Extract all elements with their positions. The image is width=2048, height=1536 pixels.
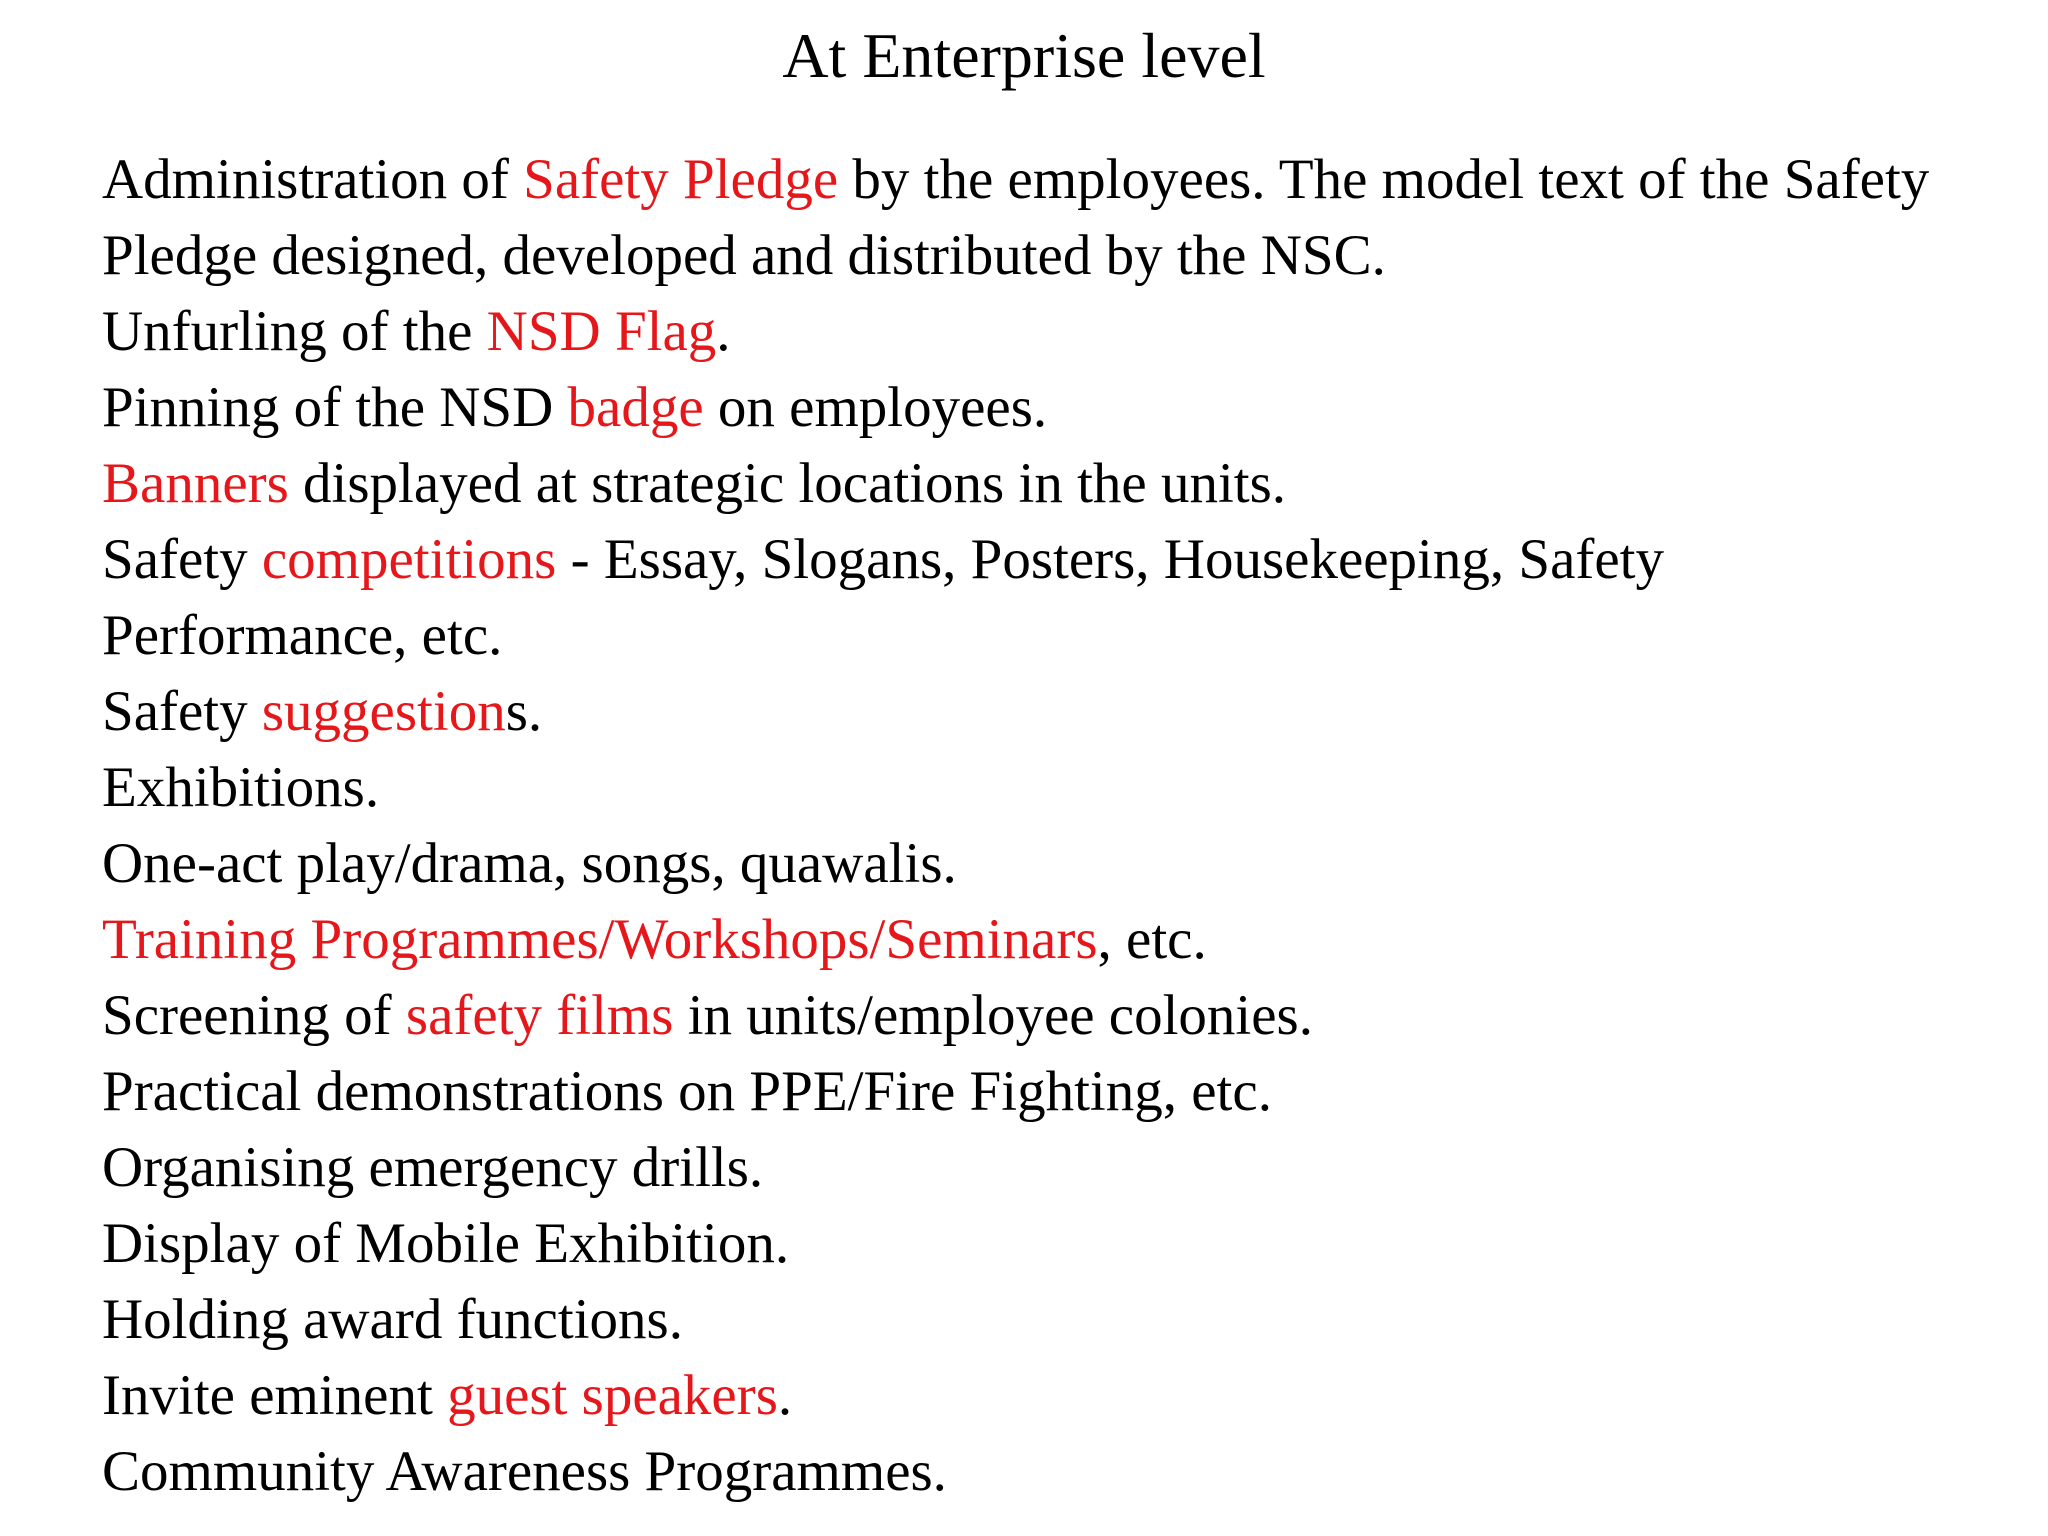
item-highlight: Training Programmes/Workshops/Seminars [102,908,1098,971]
list-item [102,1206,1982,1282]
item-highlight: safety films [405,984,674,1047]
item-text: by the employees. The model text of the Safety Pledge designed, developed and distributed by the NSC. [102,148,1930,287]
item-highlight: Safety Pledge [523,148,839,211]
item-text: Community Awareness Programmes. [102,1440,947,1503]
list-item [102,370,1982,446]
item-text: Pinning of the NSD [102,376,568,439]
item-highlight: badge [567,376,704,439]
item-highlight: NSD Flag [486,300,717,363]
item-text: displayed at strategic locations in the units. [288,452,1287,515]
item-highlight: competitions [261,528,557,591]
item-text: Holding award functions. [102,1288,683,1351]
item-highlight: Banners [102,452,289,515]
item-highlight: suggestion [261,680,506,743]
list-item [102,978,1982,1054]
item-text: Safety [102,528,262,591]
item-text: Exhibitions. [102,756,380,819]
item-text: s. [505,680,543,743]
activity-list [102,142,1982,1510]
item-text: , etc. [1097,908,1207,971]
item-text: Administration of [102,148,524,211]
item-text: Safety [102,680,262,743]
list-item [102,1130,1982,1206]
list-item [102,750,1982,826]
list-item [102,294,1982,370]
item-text: One-act play/drama, songs, quawalis. [102,832,957,895]
item-text: Screening of [102,984,406,1047]
list-item [102,522,1982,674]
item-highlight: guest speakers [447,1364,778,1427]
item-text: . [777,1364,793,1427]
item-text: Organising emergency drills. [102,1136,764,1199]
list-item [102,902,1982,978]
item-text: in units/employee colonies. [673,984,1313,1047]
item-text: Unfurling of the [102,300,487,363]
list-item [102,826,1982,902]
list-item [102,142,1982,294]
list-item [102,674,1982,750]
slide-title: At Enterprise level [782,20,1266,91]
list-item [102,1282,1982,1358]
list-item [102,1358,1982,1434]
item-text: on employees. [703,376,1048,439]
item-text: . [716,300,731,363]
item-text: Display of Mobile Exhibition. [102,1212,790,1275]
list-item [102,1054,1982,1130]
list-item [102,1434,1982,1510]
item-text: - Essay, Slogans, Posters, Housekeeping, Safety Performance, etc. [102,528,1665,667]
item-text: Invite eminent [102,1364,448,1427]
item-text: Practical demonstrations on PPE/Fire Fighting, etc. [102,1060,1272,1123]
list-item [102,446,1982,522]
